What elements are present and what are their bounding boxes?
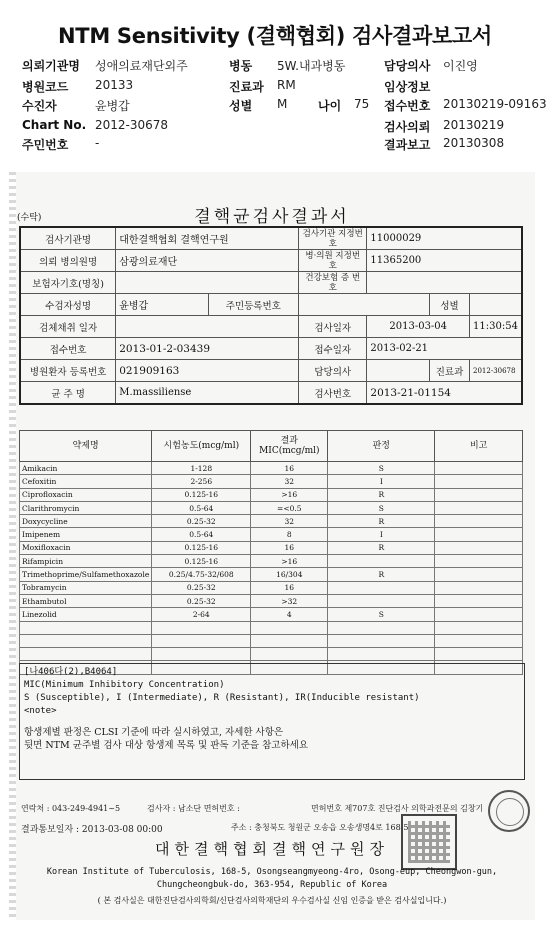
interpretation: R: [328, 541, 435, 554]
notes-code: [나406다(2),B4064]: [24, 667, 118, 677]
receipt-label: 접수번호: [20, 338, 116, 360]
rrn-value: [299, 294, 430, 316]
insurance-cert-value: [367, 272, 522, 294]
clinic-no-value: 11365200: [367, 250, 522, 272]
test-range: 0.25/4.75-32/608: [152, 568, 251, 581]
interpretation: R: [328, 568, 435, 581]
drug-row: [20, 581, 523, 594]
patient-label: 수진자: [22, 99, 57, 113]
info-row: [20, 227, 522, 250]
drug-row: [20, 621, 523, 634]
contact-text: 연락처 : 043-249-4941~5: [21, 804, 121, 813]
scanned-report: [9, 172, 535, 920]
interpretation: S: [328, 608, 435, 621]
mic-result: >16: [251, 555, 328, 568]
dept-value: RM: [277, 78, 296, 92]
notes-text-2: 뒷면 NTM 균주별 검사 대상 항생제 목록 및 판독 기준을 참고하세요: [24, 740, 308, 751]
remark: [435, 634, 523, 647]
test-range: [152, 634, 251, 647]
mic-result: >16: [251, 488, 328, 501]
mic-result: =<0.5: [251, 501, 328, 514]
info-row: [20, 272, 522, 294]
request-value: 20130219: [443, 118, 505, 132]
test-range: [152, 648, 251, 661]
mic-result: 16: [251, 581, 328, 594]
remark: [435, 621, 523, 634]
sex-value: M: [277, 97, 288, 111]
drug-name: Clarithromycin: [20, 501, 152, 514]
remark: [435, 462, 523, 475]
drug-name: Linezolid: [20, 608, 152, 621]
inst-value: 성애의료재단외주: [95, 59, 188, 73]
drug-row: [20, 594, 523, 607]
drug-table-body: [20, 462, 523, 675]
mic-result: >32: [251, 594, 328, 607]
drug-row: [20, 488, 523, 501]
drug-header-row: [20, 431, 523, 462]
ward-label: 병동: [229, 59, 253, 73]
remark: [435, 581, 523, 594]
mic-result: [251, 621, 328, 634]
drug-name: Imipenem: [20, 528, 152, 541]
drug-row: [20, 528, 523, 541]
sex-label: 성별: [229, 99, 253, 113]
page-title: NTM Sensitivity (결핵협회) 검사결과보고서: [58, 24, 492, 48]
test-range: 0.25-32: [152, 594, 251, 607]
dept-label: 진료과: [229, 80, 264, 94]
susceptible-mark: (수탁): [17, 213, 42, 223]
strain-value: M.massiliense: [116, 382, 299, 405]
receipt-label: 접수번호: [384, 99, 431, 113]
license-text: 면허번호 제707호 진단검사 의학과전문의 김창기: [311, 804, 484, 813]
req-inst-label: 의뢰 병의원명: [20, 250, 116, 272]
chart-label: Chart No.: [22, 118, 87, 132]
drug-name: [20, 648, 152, 661]
info-row: [20, 294, 522, 316]
info-table: [19, 226, 523, 405]
inst-no-value: 11000029: [367, 227, 522, 250]
interpretation: S: [328, 501, 435, 514]
address-kr-text: 주소 : 충청북도 청원군 오송읍 오송생명4로 168-5: [231, 823, 409, 832]
drug-row: [20, 608, 523, 621]
request-label: 검사의뢰: [384, 120, 431, 134]
drug-row: [20, 634, 523, 647]
remark: [435, 648, 523, 661]
drug-row: [20, 648, 523, 661]
chart-value: 2012-30678: [95, 118, 169, 132]
test-no-label: 검사번호: [299, 382, 367, 405]
ward-value: 5W.내과병동: [277, 59, 346, 73]
drug-name: Ciprofloxacin: [20, 488, 152, 501]
dept-value: 2012-30678: [470, 360, 522, 382]
mic-result: [251, 634, 328, 647]
sex-label: 성별: [430, 294, 470, 316]
report-label: 결과보고: [384, 138, 431, 152]
hosp-code-label: 병원코드: [22, 80, 69, 94]
official-stamp: [488, 790, 530, 832]
dept-label: 진료과: [430, 360, 470, 382]
cert-note: ( 본 검사실은 대한진단검사의학회/신단검사의학재단의 우수검사실 신임 인증을 받은 검사실입니다.): [97, 896, 447, 905]
scan-edge: [9, 172, 16, 920]
age-label: 나이: [318, 99, 342, 113]
insurance-value: [116, 272, 299, 294]
remark: [435, 555, 523, 568]
test-date-value: 2013-03-04: [367, 316, 470, 338]
remark: [435, 594, 523, 607]
test-no-value: 2013-21-01154: [367, 382, 522, 405]
mic-result: 4: [251, 608, 328, 621]
test-range: 0.25-32: [152, 515, 251, 528]
org-address-en-1: Korean Institute of Tuberculosis, 168-5, Osongseangmyeong-4ro, Osong-eup, Cheongwon-gun,: [46, 867, 498, 877]
drug-name: Tobramycin: [20, 581, 152, 594]
interpretation: [328, 581, 435, 594]
inst-value: 대한결핵협회 결핵연구원: [116, 227, 299, 250]
mic-result: 16: [251, 462, 328, 475]
test-range: [152, 621, 251, 634]
drug-name: Moxifloxacin: [20, 541, 152, 554]
notes-box: [19, 663, 525, 780]
drug-header: 시험농도(mcg/ml): [152, 431, 251, 462]
doctor-value: 이진영: [443, 59, 478, 73]
info-row: [20, 316, 522, 338]
drug-row: [20, 515, 523, 528]
mic-result: 8: [251, 528, 328, 541]
req-inst-value: 삼광의료재단: [116, 250, 299, 272]
interpretation: [328, 648, 435, 661]
insurance-label: 보험자기호(명칭): [20, 272, 116, 294]
rrn-label: 주민번호: [22, 138, 69, 152]
org-name: 대한결핵협회결핵연구원장: [155, 840, 389, 858]
tester-text: 검사자 : 남소단 면허번호 :: [147, 804, 240, 813]
drug-header: 결과 MIC(mcg/ml): [251, 431, 328, 462]
test-range: 0.5-64: [152, 501, 251, 514]
drug-row: [20, 462, 523, 475]
collect-value: [116, 316, 299, 338]
test-range: 0.125-16: [152, 555, 251, 568]
remark: [435, 488, 523, 501]
drug-row: [20, 555, 523, 568]
remark: [435, 541, 523, 554]
info-row: [20, 382, 522, 405]
doctor-value: [367, 360, 430, 382]
test-range: 0.5-64: [152, 528, 251, 541]
drug-row: [20, 501, 523, 514]
test-range: 0.125-16: [152, 488, 251, 501]
report-title: 결핵균검사결과서: [194, 207, 350, 227]
drug-name: [20, 621, 152, 634]
test-range: 2-256: [152, 475, 251, 488]
hosp-reg-value: 021909163: [116, 360, 299, 382]
interpretation: [328, 634, 435, 647]
interpretation: [328, 594, 435, 607]
drug-header: 약제명: [20, 431, 152, 462]
drug-name: Trimethoprime/Sulfamethoxazole: [20, 568, 152, 581]
drug-table: [19, 430, 523, 675]
name-value: 윤병갑: [116, 294, 208, 316]
remark: [435, 528, 523, 541]
interpretation: I: [328, 528, 435, 541]
name-label: 수검자성명: [20, 294, 116, 316]
mic-result: 16: [251, 541, 328, 554]
mic-result: 32: [251, 475, 328, 488]
interpretation: [328, 555, 435, 568]
test-time-value: 11:30:54: [470, 316, 522, 338]
org-address-en-2: Chungcheongbuk-do, 363-954, Republic of Korea: [156, 880, 388, 890]
inst-label: 의뢰기관명: [22, 59, 80, 73]
clinic-no-label: 병·의원 지정번호: [299, 250, 367, 272]
doctor-label: 담당의사: [384, 59, 431, 73]
drug-name: Cefoxitin: [20, 475, 152, 488]
clinical-label: 임상정보: [384, 80, 431, 94]
report-value: 20130308: [443, 136, 505, 150]
report-date-text: 결과통보일자 : 2013-03-08 00:00: [21, 825, 163, 835]
remark: [435, 568, 523, 581]
insurance-cert-label: 건강보험 증 번호: [299, 272, 367, 294]
rrn-value: -: [95, 136, 100, 150]
patient-value: 윤병갑: [95, 99, 130, 113]
mic-result: [251, 648, 328, 661]
receipt-value: 20130219-09163: [443, 97, 547, 111]
test-range: 0.25-32: [152, 581, 251, 594]
notes-text-1: 항생제별 판정은 CLSI 기준에 따라 실시하였고, 자세한 사항은: [24, 727, 284, 738]
interpretation: R: [328, 488, 435, 501]
test-date-label: 검사일자: [299, 316, 367, 338]
sex-value: [470, 294, 522, 316]
interpretation: I: [328, 475, 435, 488]
rrn-label: 주민등록번호: [208, 294, 298, 316]
doctor-label: 담당의사: [299, 360, 367, 382]
receipt-value: 2013-01-2-03439: [116, 338, 299, 360]
drug-header: 비고: [435, 431, 523, 462]
official-stamp-inner: [496, 798, 524, 826]
notes-mic: MIC(Minimum Inhibitory Concentration): [24, 680, 225, 690]
info-row: [20, 360, 522, 382]
test-range: 2-64: [152, 608, 251, 621]
remark: [435, 475, 523, 488]
receipt-date-value: 2013-02-21: [367, 338, 522, 360]
drug-row: [20, 541, 523, 554]
collect-label: 검체채취 일자: [20, 316, 116, 338]
interpretation: [328, 621, 435, 634]
notes-legend: S (Susceptible), I (Intermediate), R (Resistant), IR(Inducible resistant): [24, 693, 420, 703]
receipt-date-label: 접수일자: [299, 338, 367, 360]
hosp-reg-label: 병원환자 등록번호: [20, 360, 116, 382]
age-value: 75: [354, 97, 370, 111]
info-row: [20, 338, 522, 360]
drug-name: Ethambutol: [20, 594, 152, 607]
drug-name: Amikacin: [20, 462, 152, 475]
drug-name: [20, 634, 152, 647]
test-range: 0.125-16: [152, 541, 251, 554]
interpretation: S: [328, 462, 435, 475]
info-row: [20, 250, 522, 272]
drug-name: Rifampicin: [20, 555, 152, 568]
drug-header: 판정: [328, 431, 435, 462]
notes-note-tag: <note>: [24, 706, 57, 716]
hosp-code-value: 20133: [95, 78, 134, 92]
mic-result: 16/304: [251, 568, 328, 581]
remark: [435, 515, 523, 528]
remark: [435, 501, 523, 514]
drug-name: Doxycycline: [20, 515, 152, 528]
mic-result: 32: [251, 515, 328, 528]
strain-label: 균 주 명: [20, 382, 116, 405]
drug-row: [20, 475, 523, 488]
inst-label: 검사기관명: [20, 227, 116, 250]
inst-no-label: 검사기관 지정번호: [299, 227, 367, 250]
interpretation: R: [328, 515, 435, 528]
remark: [435, 608, 523, 621]
drug-row: [20, 568, 523, 581]
test-range: 1-128: [152, 462, 251, 475]
